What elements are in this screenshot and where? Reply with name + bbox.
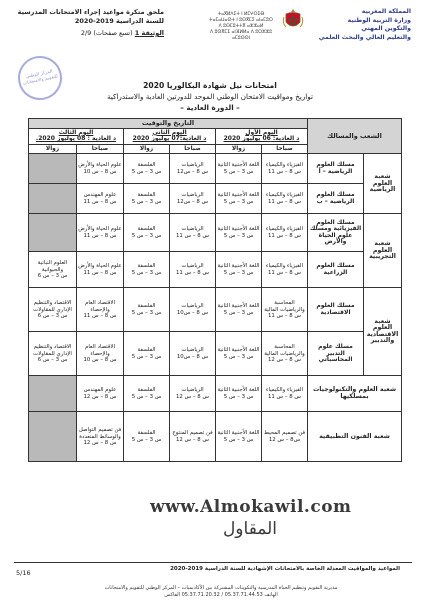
exam-schedule-table [28, 118, 402, 462]
exam-cell: علوم المهندس س 8 – س 11 [77, 184, 124, 214]
exam-cell: علوم المهندس س 8 – س 12 [77, 376, 124, 412]
exam-cell: الرياضيات س 8 – س10 [170, 288, 216, 332]
exam-cell: الرياضيات س 8 – س 11 [170, 252, 216, 288]
exam-cell: الفلسفة س 3 – س 5 [124, 412, 170, 462]
page-titles [60, 80, 360, 113]
footer-divider [14, 562, 412, 563]
exam-cell: المحاسبة والرياضيات المالية س 8 – س 12 [262, 332, 308, 376]
exam-cell: الرياضيات س 8 – س10 [170, 332, 216, 376]
exam-cell: الفيزياء والكيمياء س 8 – س 11 [262, 214, 308, 252]
exam-cell: الفلسفة س 3 – س 5 [124, 376, 170, 412]
exam-cell: علوم الحياة والأرض س 8 – س 10 [77, 154, 124, 184]
track-math-b: مسلك العلوم الرياضية – ب [308, 184, 364, 214]
empty-cell [29, 214, 77, 252]
exam-cell: العلوم النباتية والحيوانية س 3 – س 6 [29, 252, 77, 288]
slot-evening: زوالا [124, 144, 170, 154]
day-1-header: اليوم الأول د العادية: 06 يوليوز 2020 [216, 128, 308, 144]
document-label: الوثيقة 1 [134, 29, 164, 37]
watermark-url: www.Almokawil.com [150, 497, 352, 517]
exam-cell: الفلسفة س 3 – س 5 [124, 252, 170, 288]
page-number: 5/16 [16, 569, 31, 577]
exam-subtitle: تواريخ ومواقيت الامتحان الوطني الموحد للدورتين العادية والاستدراكية [106, 92, 314, 101]
watermark-name: المقاول [222, 519, 278, 539]
exam-cell: الرياضيات س 8 – س12 [170, 184, 216, 214]
exam-cell: اللغة الأجنبية الثانية س 3 – س 5 [216, 184, 262, 214]
exam-cell: فن تصميم التواصل والوسائط المتعددة س 8 – س 12 [77, 412, 124, 462]
document-pages: (تسع صفحات) 2/9 [80, 29, 133, 37]
slot-evening: زوالا [216, 144, 262, 154]
slot-evening: زوالا [29, 144, 77, 154]
header-left-line-1: ملحق متكرة مواعيد إجراء الامتحانات المدرسية [17, 8, 164, 16]
exam-cell: فن تصميم المحيط س8 – س 12 [262, 412, 308, 462]
track-physics-life-sciences: مسلك العلوم الفيزيائية ومسلك علوم الحياة والأرض [308, 214, 364, 252]
exam-cell: الرياضيات س 8 – س12 [170, 154, 216, 184]
track-agricultural-sciences: مسلك العلوم الزراعية [308, 252, 364, 288]
exam-cell: الاقتصاد العام والإحصاء س 8 – س 11 [77, 288, 124, 332]
header-right [316, 8, 411, 42]
header-right-line-2: وزارة التربية الوطنية [347, 16, 411, 24]
exam-cell: اللغة الأجنبية الثانية س 3 – س 5 [216, 154, 262, 184]
exam-cell: اللغة الأجنبية الثانية س 3 – س 5 [216, 332, 262, 376]
header-right-line-3: والتكوين المهني [361, 25, 411, 32]
footer-title: المواعيد والمواقيت المعدلة الخاصة بالامتحانات الإشهادية للسنة الدراسية 2019-2020 [170, 566, 400, 572]
stamp [14, 52, 66, 104]
exam-cell: الاقتصاد والتنظيم الإداري للمقاولات س 3 – س 6 [29, 288, 77, 332]
header-left-line-2: للسنة الدراسية 2019-2020 [74, 17, 164, 25]
slot-morning: صباحا [77, 144, 124, 154]
exam-cell: الاقتصاد والتنظيم الإداري للمقاولات س 3 – س 6 [29, 332, 77, 376]
track-accounting-management: مسلك علوم التدبير المحاسباتي [308, 332, 364, 376]
tifinagh-line-4: ⴷ ⵓⵙⴳⵎⵉ ⴰⵏⴼⵍⵍⴰ ⴷ ⵓⵔⵣⵣⵓ ⴰⵎⵓⵙⵙⵏ [209, 30, 273, 41]
header-left [14, 8, 164, 38]
exam-cell: اللغة الأجنبية الثانية س 3 – س 5 [216, 252, 262, 288]
tifinagh-line-2: ⵜⴰⵎⴰⵡⴰⵙⵜ ⵏ ⵓⵙⴳⵎⵉ ⴰⵏⴰⵎⵓⵔ [209, 18, 273, 23]
branch-sciences-technologies: شعبة العلوم والتكنولوجيات بمسلكيها [308, 376, 402, 412]
exam-cell: اللغة الأجنبية الثانية س 3 – س 5 [216, 412, 262, 462]
slot-morning: صباحا [262, 144, 308, 154]
exam-cell: الفلسفة س 3 – س 5 [124, 332, 170, 376]
footer-line-2: الهاتف 05.37.71.44.53 / 05.37.71.20.32 الفاكس [164, 592, 278, 598]
exam-cell: الرياضيات س 8 – س 11 [170, 214, 216, 252]
branches-header: الشعب والمسالك [308, 119, 402, 154]
empty-cell [29, 184, 77, 214]
day-3-header: اليوم الثالث د العادية : 08 يوليوز 2020. [29, 128, 124, 144]
exam-cell: الفيزياء والكيمياء س 8 – س 11 [262, 376, 308, 412]
branch-math-sciences: شعبة العلوم الرياضية [364, 154, 402, 214]
session-title: – الدورة العادية – [180, 103, 240, 112]
date-time-header: التاريخ والتوقيت [29, 119, 308, 129]
exam-cell: فن تصميم المنتوج س 8 – س 12 [170, 412, 216, 462]
branch-experimental-sciences: شعبة العلوم التجريبية [364, 214, 402, 288]
track-economic-sciences: مسلك العلوم الاقتصادية [308, 288, 364, 332]
exam-cell: اللغة الأجنبية الثانية س 3 – س 5 [216, 214, 262, 252]
empty-cell [29, 154, 77, 184]
header-right-line-4: والتعليم العالي والبحث العلمي [318, 33, 411, 41]
kingdom-emblem-icon [282, 8, 304, 32]
header-right-line-1: المملكة المغربية [361, 8, 411, 15]
exam-cell: المحاسبة والرياضيات المالية س 8 – س 11 [262, 288, 308, 332]
exam-title: امتحانات نيل شهادة البكالوريا 2020 [143, 81, 277, 90]
exam-cell: علوم الحياة والأرض س 8 – س 11 [77, 252, 124, 288]
tifinagh-line-1: ⵜⴰⴳⵍⴷⵉⵜ ⵏ ⵍⵎⵖⵔⵉⴱ [217, 12, 265, 17]
exam-cell: علوم الحياة والأرض س 8 – س 11 [77, 214, 124, 252]
exam-cell: الفيزياء والكيمياء س 8 – س 11 [262, 252, 308, 288]
exam-cell: الفيزياء والكيمياء س 8 – س 11 [262, 154, 308, 184]
exam-cell: اللغة الأجنبية الثانية س 3 – س 5 [216, 376, 262, 412]
footer-contact [30, 585, 412, 599]
tifinagh-line-3: ⴷ ⵓⵙⵎⵓⵜⵜⴳ ⴰⵣⵣⴰⵍ [218, 24, 264, 29]
exam-cell: الفلسفة س 3 – س 5 [124, 154, 170, 184]
exam-cell: الفلسفة س 3 – س 5 [124, 288, 170, 332]
stamp-text: المركز الوطني للتقويم والامتحانات [22, 69, 59, 87]
day-2-header: اليوم الثاني د العادية:07 يوليوز 2020 [124, 128, 216, 144]
footer-line-1: مديرية التقويم وتنظيم الحياة المدرسية والتكوينات المشتركة بين الأكاديميات – المركز الوطني للتقويم والامتحانات [104, 585, 338, 591]
header-tifinagh [205, 12, 277, 42]
exam-cell: الفلسفة س 3 – س 5 [124, 184, 170, 214]
slot-morning: صباحا [170, 144, 216, 154]
exam-cell: اللغة الأجنبية الثانية س 3 – س 5 [216, 288, 262, 332]
empty-cell [29, 376, 77, 412]
exam-cell: الفلسفة س 3 – س 5 [124, 214, 170, 252]
exam-cell: الرياضيات س 8 – س 12 [170, 376, 216, 412]
track-math-a: مسلك العلوم الرياضية – أ [308, 154, 364, 184]
branch-applied-arts: شعبة الفنون التطبيقية [308, 412, 402, 462]
exam-cell: الفيزياء والكيمياء س 8 – س 11 [262, 184, 308, 214]
exam-cell: الاقتصاد العام والإحصاء س 8 – س 10 [77, 332, 124, 376]
empty-cell [29, 412, 77, 462]
watermark [150, 497, 350, 539]
document-badge [14, 29, 164, 38]
branch-economics-management: شعبة العلوم الاقتصادية والتدبير [364, 288, 402, 376]
